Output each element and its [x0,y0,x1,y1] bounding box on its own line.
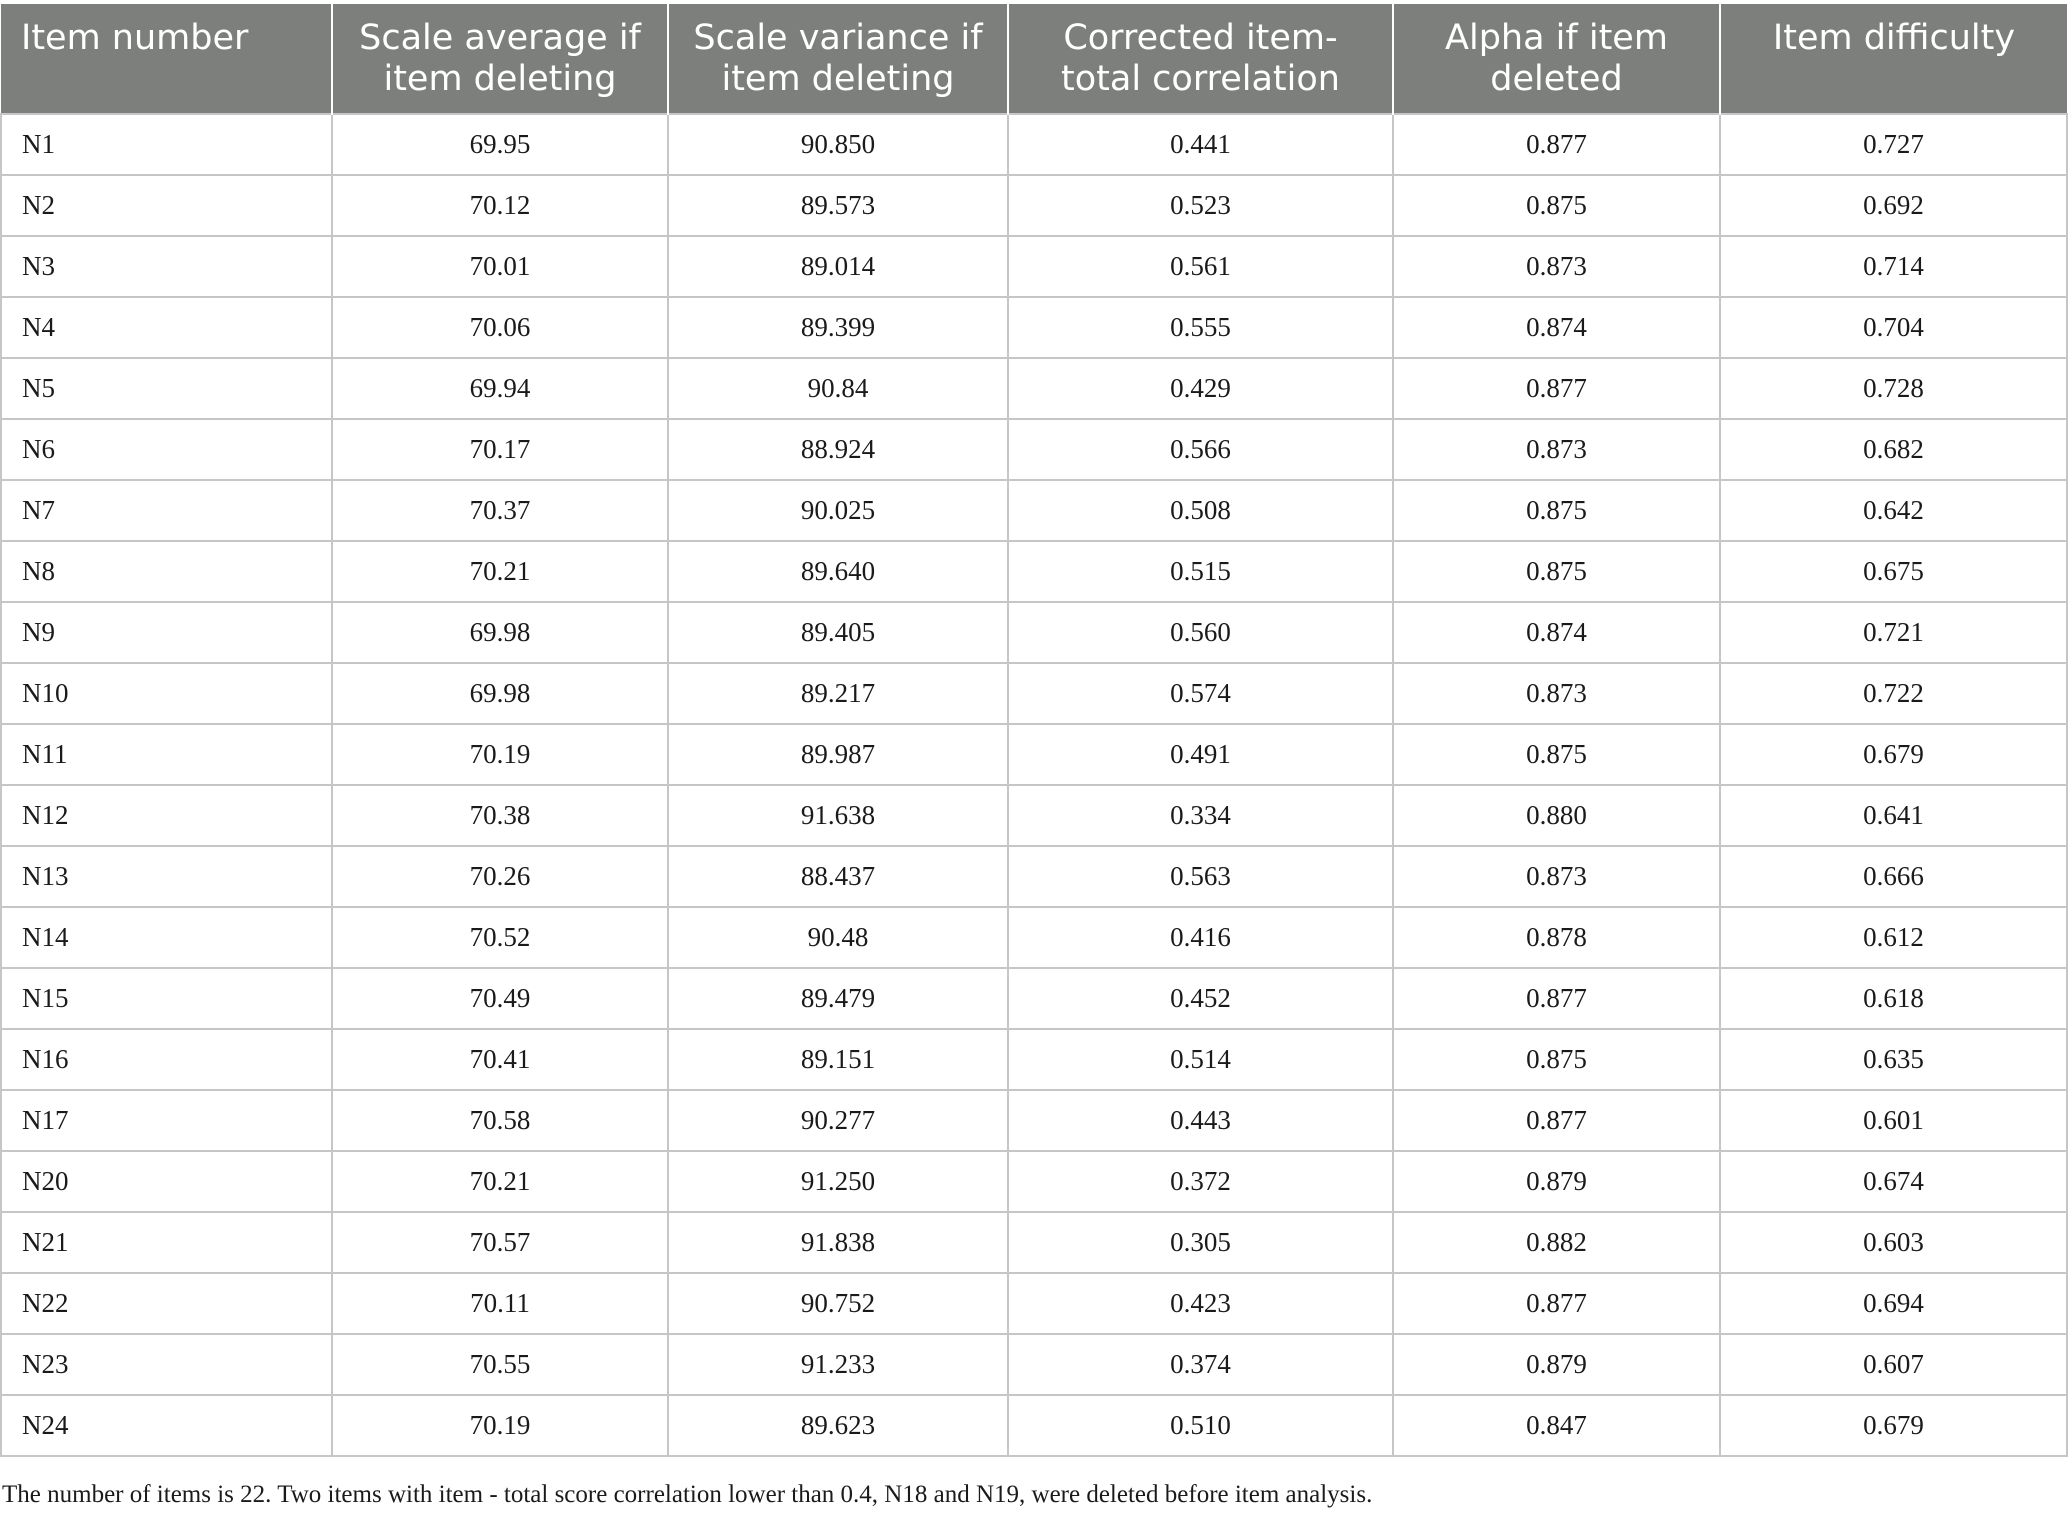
cell-item-number: N15 [1,968,332,1029]
cell-corrected-correlation: 0.429 [1008,358,1393,419]
header-item-difficulty: Item difficulty [1720,4,2067,114]
cell-scale-variance: 90.84 [668,358,1008,419]
cell-scale-average: 70.11 [332,1273,668,1334]
cell-scale-average: 70.58 [332,1090,668,1151]
cell-corrected-correlation: 0.560 [1008,602,1393,663]
cell-corrected-correlation: 0.372 [1008,1151,1393,1212]
header-item-number: Item number [21,18,249,58]
cell-item-number: N1 [1,114,332,175]
table-row [1,907,2067,968]
cell-item-difficulty: 0.679 [1720,1395,2067,1456]
table-row [1,358,2067,419]
cell-corrected-correlation: 0.508 [1008,480,1393,541]
cell-alpha-if-deleted: 0.882 [1393,1212,1720,1273]
cell-alpha-if-deleted: 0.875 [1393,541,1720,602]
cell-scale-variance: 88.437 [668,846,1008,907]
cell-scale-average: 70.21 [332,1151,668,1212]
cell-item-number: N8 [1,541,332,602]
cell-corrected-correlation: 0.443 [1008,1090,1393,1151]
cell-alpha-if-deleted: 0.875 [1393,1029,1720,1090]
cell-alpha-if-deleted: 0.877 [1393,1090,1720,1151]
header-scale-average: Scale average if item deleting [332,4,668,114]
cell-item-number: N2 [1,175,332,236]
cell-scale-average: 70.21 [332,541,668,602]
header-row [1,4,2067,114]
cell-scale-variance: 89.987 [668,724,1008,785]
cell-scale-average: 70.19 [332,1395,668,1456]
table-row [1,175,2067,236]
cell-scale-variance: 89.151 [668,1029,1008,1090]
cell-alpha-if-deleted: 0.877 [1393,1273,1720,1334]
cell-corrected-correlation: 0.374 [1008,1334,1393,1395]
table-row [1,541,2067,602]
cell-corrected-correlation: 0.563 [1008,846,1393,907]
cell-item-number: N10 [1,663,332,724]
cell-item-difficulty: 0.641 [1720,785,2067,846]
cell-scale-average: 70.52 [332,907,668,968]
cell-scale-average: 69.98 [332,602,668,663]
cell-alpha-if-deleted: 0.874 [1393,602,1720,663]
table-row [1,1212,2067,1273]
cell-scale-average: 70.17 [332,419,668,480]
cell-scale-variance: 90.025 [668,480,1008,541]
cell-alpha-if-deleted: 0.877 [1393,114,1720,175]
cell-item-number: N7 [1,480,332,541]
cell-scale-variance: 89.014 [668,236,1008,297]
cell-corrected-correlation: 0.566 [1008,419,1393,480]
cell-item-difficulty: 0.601 [1720,1090,2067,1151]
cell-item-number: N23 [1,1334,332,1395]
table-row [1,480,2067,541]
cell-item-difficulty: 0.603 [1720,1212,2067,1273]
cell-corrected-correlation: 0.514 [1008,1029,1393,1090]
cell-item-number: N17 [1,1090,332,1151]
cell-corrected-correlation: 0.305 [1008,1212,1393,1273]
cell-scale-variance: 91.638 [668,785,1008,846]
cell-scale-average: 70.06 [332,297,668,358]
cell-scale-variance: 90.48 [668,907,1008,968]
cell-scale-variance: 89.399 [668,297,1008,358]
cell-item-difficulty: 0.674 [1720,1151,2067,1212]
table-row [1,968,2067,1029]
cell-item-number: N3 [1,236,332,297]
cell-alpha-if-deleted: 0.879 [1393,1151,1720,1212]
table-row [1,1395,2067,1456]
cell-alpha-if-deleted: 0.879 [1393,1334,1720,1395]
cell-scale-variance: 90.752 [668,1273,1008,1334]
cell-item-number: N24 [1,1395,332,1456]
cell-corrected-correlation: 0.523 [1008,175,1393,236]
cell-item-number: N4 [1,297,332,358]
cell-item-difficulty: 0.635 [1720,1029,2067,1090]
cell-scale-average: 69.94 [332,358,668,419]
cell-scale-average: 70.12 [332,175,668,236]
item-analysis-table [0,4,2068,1457]
cell-scale-variance: 91.838 [668,1212,1008,1273]
table-row [1,1151,2067,1212]
table-row [1,1090,2067,1151]
cell-corrected-correlation: 0.491 [1008,724,1393,785]
cell-scale-average: 70.26 [332,846,668,907]
cell-alpha-if-deleted: 0.877 [1393,968,1720,1029]
cell-alpha-if-deleted: 0.875 [1393,724,1720,785]
cell-scale-average: 70.38 [332,785,668,846]
item-analysis-table-container [0,4,2068,1457]
cell-corrected-correlation: 0.416 [1008,907,1393,968]
cell-alpha-if-deleted: 0.873 [1393,663,1720,724]
cell-corrected-correlation: 0.555 [1008,297,1393,358]
cell-alpha-if-deleted: 0.875 [1393,480,1720,541]
cell-scale-average: 69.98 [332,663,668,724]
header-scale-variance: Scale variance if item deleting [668,4,1008,114]
cell-corrected-correlation: 0.561 [1008,236,1393,297]
cell-alpha-if-deleted: 0.874 [1393,297,1720,358]
cell-item-difficulty: 0.704 [1720,297,2067,358]
cell-scale-variance: 91.250 [668,1151,1008,1212]
cell-scale-variance: 89.623 [668,1395,1008,1456]
table-row [1,663,2067,724]
cell-item-number: N14 [1,907,332,968]
cell-corrected-correlation: 0.574 [1008,663,1393,724]
cell-scale-average: 70.01 [332,236,668,297]
cell-item-difficulty: 0.679 [1720,724,2067,785]
cell-item-number: N22 [1,1273,332,1334]
cell-scale-variance: 89.217 [668,663,1008,724]
table-row [1,724,2067,785]
cell-scale-variance: 91.233 [668,1334,1008,1395]
cell-item-number: N16 [1,1029,332,1090]
cell-item-number: N21 [1,1212,332,1273]
cell-item-difficulty: 0.675 [1720,541,2067,602]
cell-item-difficulty: 0.666 [1720,846,2067,907]
table-body [1,114,2067,1456]
table-footnote: The number of items is 22. Two items with item - total score correlation lower than 0.4, N18 and N19, were deleted before item analysis. [2,1481,1373,1508]
cell-corrected-correlation: 0.334 [1008,785,1393,846]
cell-scale-variance: 90.277 [668,1090,1008,1151]
cell-item-difficulty: 0.612 [1720,907,2067,968]
cell-corrected-correlation: 0.441 [1008,114,1393,175]
cell-item-number: N6 [1,419,332,480]
cell-scale-variance: 88.924 [668,419,1008,480]
table-row [1,1334,2067,1395]
cell-item-difficulty: 0.618 [1720,968,2067,1029]
cell-corrected-correlation: 0.515 [1008,541,1393,602]
cell-item-number: N5 [1,358,332,419]
cell-alpha-if-deleted: 0.875 [1393,175,1720,236]
cell-alpha-if-deleted: 0.880 [1393,785,1720,846]
cell-item-difficulty: 0.721 [1720,602,2067,663]
cell-item-difficulty: 0.694 [1720,1273,2067,1334]
table-row [1,419,2067,480]
cell-item-difficulty: 0.642 [1720,480,2067,541]
cell-item-difficulty: 0.728 [1720,358,2067,419]
table-row [1,236,2067,297]
cell-alpha-if-deleted: 0.878 [1393,907,1720,968]
cell-scale-average: 70.49 [332,968,668,1029]
cell-item-difficulty: 0.682 [1720,419,2067,480]
cell-item-difficulty: 0.692 [1720,175,2067,236]
cell-scale-variance: 89.573 [668,175,1008,236]
cell-item-number: N11 [1,724,332,785]
table-row [1,1273,2067,1334]
cell-item-difficulty: 0.722 [1720,663,2067,724]
table-row [1,846,2067,907]
cell-item-number: N12 [1,785,332,846]
cell-scale-average: 70.41 [332,1029,668,1090]
cell-alpha-if-deleted: 0.847 [1393,1395,1720,1456]
cell-scale-variance: 89.479 [668,968,1008,1029]
table-row [1,114,2067,175]
cell-scale-variance: 89.640 [668,541,1008,602]
cell-item-number: N13 [1,846,332,907]
cell-item-number: N9 [1,602,332,663]
cell-item-difficulty: 0.727 [1720,114,2067,175]
cell-scale-variance: 90.850 [668,114,1008,175]
cell-alpha-if-deleted: 0.873 [1393,236,1720,297]
table-row [1,1029,2067,1090]
table-header [1,4,2067,114]
cell-corrected-correlation: 0.452 [1008,968,1393,1029]
cell-scale-average: 70.55 [332,1334,668,1395]
cell-item-difficulty: 0.607 [1720,1334,2067,1395]
cell-alpha-if-deleted: 0.873 [1393,846,1720,907]
cell-alpha-if-deleted: 0.877 [1393,358,1720,419]
header-alpha-if-deleted: Alpha if item deleted [1393,4,1720,114]
cell-item-difficulty: 0.714 [1720,236,2067,297]
cell-alpha-if-deleted: 0.873 [1393,419,1720,480]
cell-corrected-correlation: 0.510 [1008,1395,1393,1456]
cell-item-number: N20 [1,1151,332,1212]
cell-scale-average: 70.37 [332,480,668,541]
table-row [1,602,2067,663]
cell-scale-variance: 89.405 [668,602,1008,663]
header-corrected-correlation: Corrected item-total correlation [1008,4,1393,114]
cell-scale-average: 70.19 [332,724,668,785]
cell-scale-average: 69.95 [332,114,668,175]
cell-scale-average: 70.57 [332,1212,668,1273]
table-row [1,785,2067,846]
table-row [1,297,2067,358]
cell-corrected-correlation: 0.423 [1008,1273,1393,1334]
